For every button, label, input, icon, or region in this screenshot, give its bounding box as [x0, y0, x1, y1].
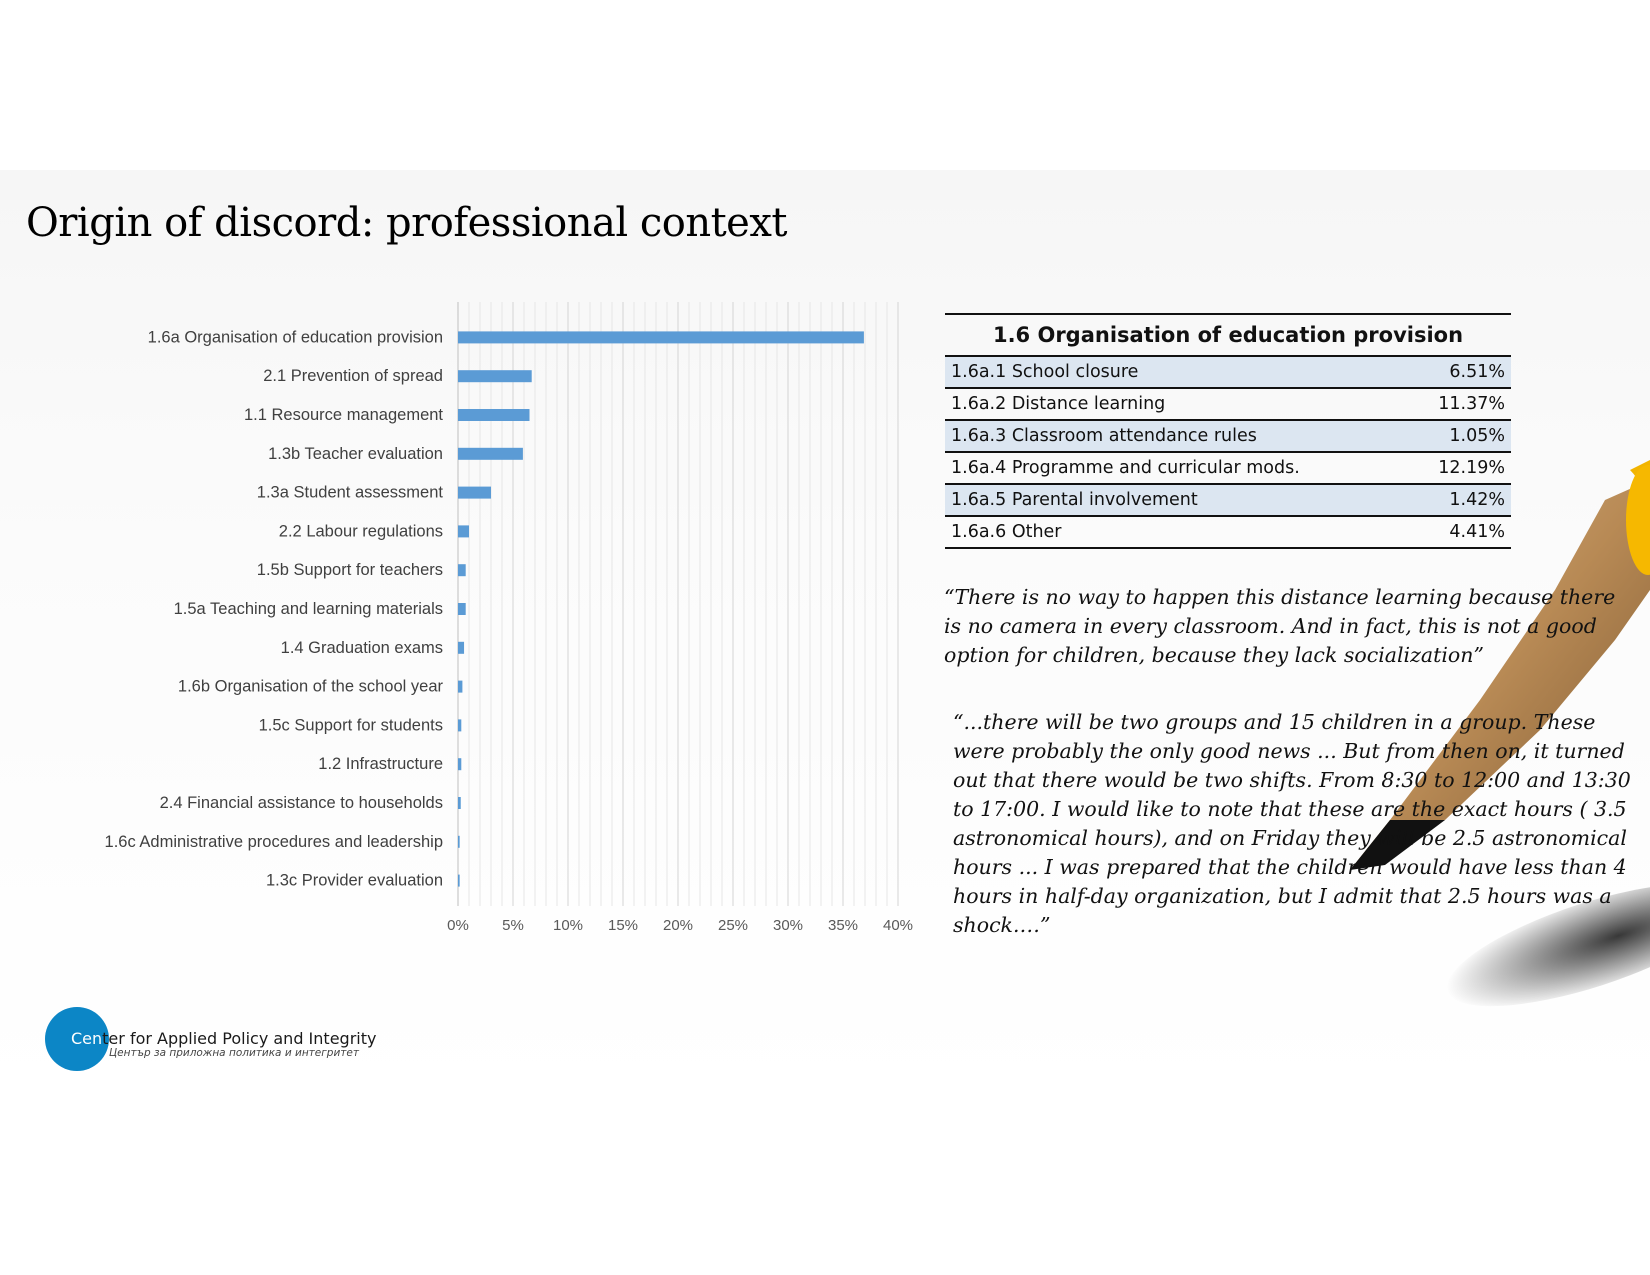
category-label: 1.5c Support for students	[258, 716, 443, 735]
bar	[458, 836, 460, 848]
category-label: 1.4 Graduation exams	[280, 638, 443, 657]
bar	[458, 875, 460, 887]
bar	[458, 331, 864, 343]
bar	[458, 758, 461, 770]
x-tick-label: 15%	[607, 917, 639, 934]
category-label: 1.3a Student assessment	[256, 483, 443, 502]
bar	[458, 681, 462, 693]
category-label: 1.3c Provider evaluation	[265, 871, 443, 890]
bar	[458, 564, 466, 576]
logo-name-part1: Cen	[71, 1029, 103, 1048]
category-label: 1.1 Resource management	[243, 406, 443, 424]
bar	[458, 719, 461, 731]
x-tick-label: 0%	[447, 917, 469, 934]
x-tick-label: 5%	[502, 917, 524, 934]
category-label: 1.6b Organisation of the school year	[177, 677, 443, 696]
bar	[458, 642, 464, 654]
category-label: 1.3b Teacher evaluation	[268, 444, 443, 463]
x-tick-label: 10%	[552, 917, 584, 934]
category-label: 1.5a Teaching and learning materials	[173, 600, 443, 618]
bar	[458, 525, 469, 537]
bar	[458, 370, 532, 382]
row-label: 1.6a.6 Other	[951, 522, 1062, 542]
category-label: 1.2 Infrastructure	[318, 755, 443, 774]
slide-title: Origin of discord: professional context	[26, 200, 787, 246]
bar	[458, 409, 530, 421]
row-value: 11.37%	[1438, 394, 1505, 414]
row-value: 12.19%	[1438, 458, 1505, 478]
row-value: 6.51%	[1449, 362, 1505, 382]
category-label: 1.6a Organisation of education provision	[147, 328, 443, 347]
x-tick-label: 30%	[772, 917, 804, 934]
table-row	[945, 389, 1511, 421]
table-header: 1.6 Organisation of education provision	[945, 315, 1511, 357]
quote-2: “...there will be two groups and 15 children in a group. These were probably the only good news ... But from then on, it turned out that there would be two shifts. From 8:30 to 12:00 and 13:30 to 17:00. I would like to note that these are the exact hours ( 3.5 astronomical hours), and on Friday they will be 2.5 astronomical hours ... I was prepared that the children would have less than 4 hours in half-day organization, but I admit that 2.5 hours was a shock.…”	[953, 710, 1631, 937]
bar	[458, 487, 491, 499]
bar	[458, 797, 461, 809]
row-label: 1.6a.2 Distance learning	[951, 394, 1166, 414]
quote-1: “There is no way to happen this distance learning because there is no camera in every classroom. And in fact, this is not a good option for children, because they lack socialization”	[944, 585, 1616, 667]
x-tick-label: 40%	[882, 917, 914, 934]
logo-name	[71, 1029, 376, 1048]
row-label: 1.6a.3 Classroom attendance rules	[951, 426, 1257, 446]
category-label: 2.1 Prevention of spread	[263, 367, 443, 386]
logo-name-part2: ter for Applied Policy and Integrity	[102, 1029, 377, 1048]
category-label: 2.2 Labour regulations	[278, 522, 443, 541]
logo-name-bulgarian: Център за приложна политика и интегритет	[109, 1047, 359, 1059]
row-label: 1.6a.5 Parental involvement	[951, 490, 1198, 510]
row-label: 1.6a.4 Programme and curricular mods.	[951, 458, 1300, 478]
x-tick-label: 35%	[827, 917, 859, 934]
bar-chart	[0, 300, 920, 940]
row-value: 4.41%	[1449, 522, 1505, 542]
bar	[458, 603, 466, 615]
row-value: 1.42%	[1449, 490, 1505, 510]
table-row	[945, 357, 1511, 389]
row-value: 1.05%	[1449, 426, 1505, 446]
category-label: 2.4 Financial assistance to households	[159, 794, 443, 812]
bar	[458, 448, 523, 460]
x-tick-label: 25%	[717, 917, 749, 934]
row-label: 1.6a.1 School closure	[951, 362, 1139, 382]
category-label: 1.6c Administrative procedures and leadership	[104, 832, 443, 851]
category-label: 1.5b Support for teachers	[256, 561, 443, 580]
x-tick-label: 20%	[662, 917, 694, 934]
